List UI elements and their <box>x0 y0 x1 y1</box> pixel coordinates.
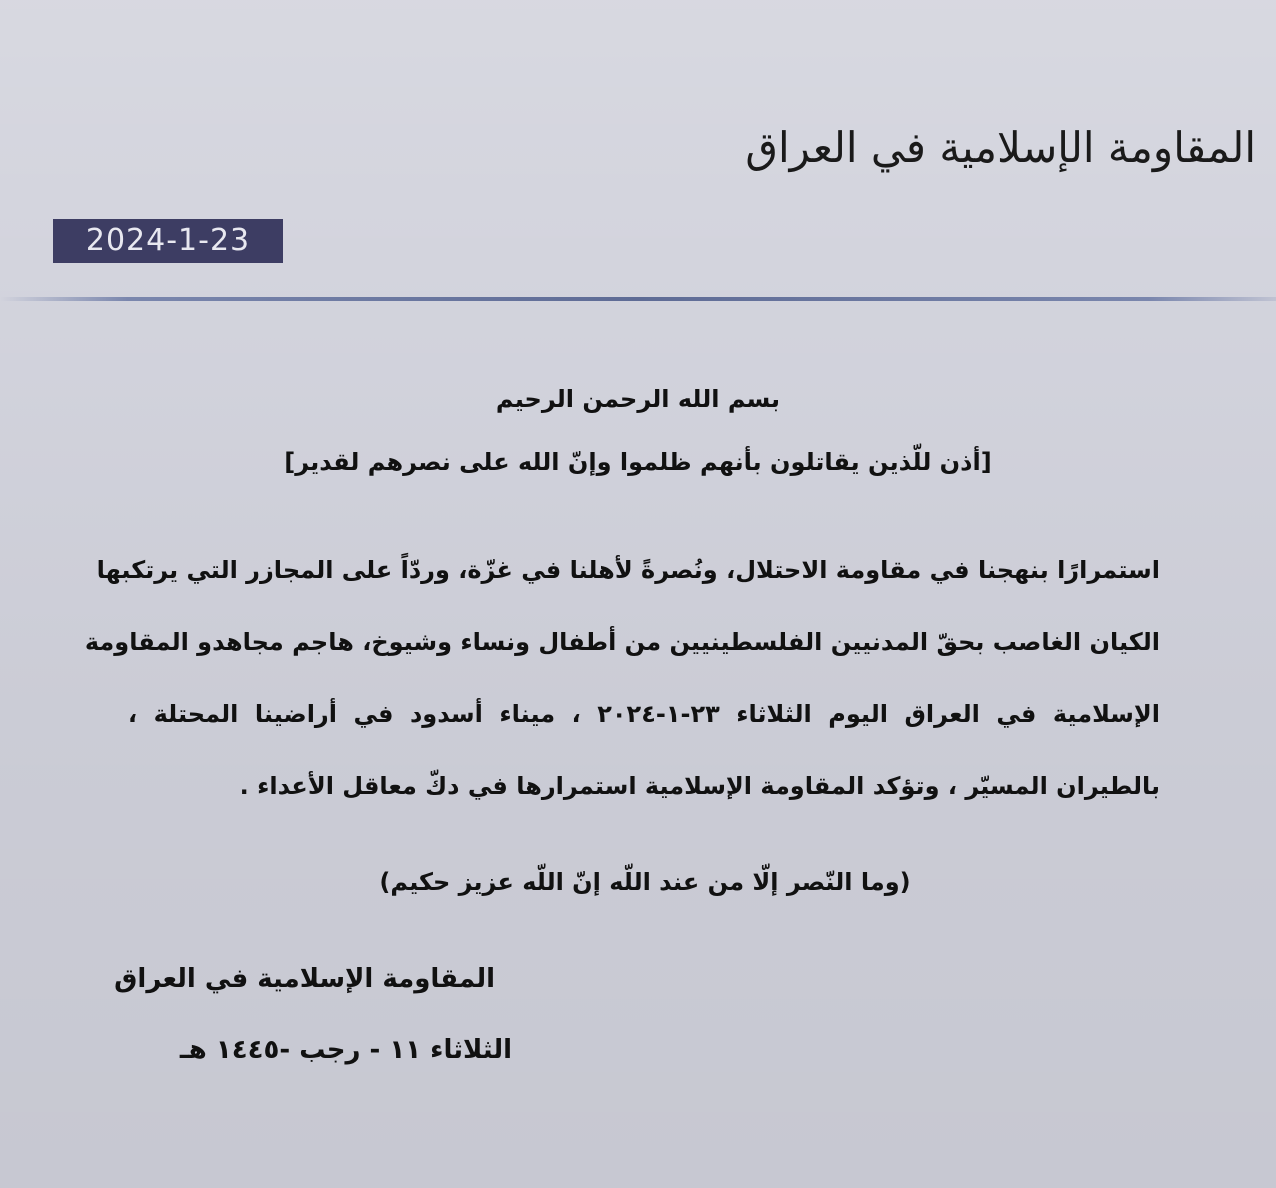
body-line: الكيان الغاصب بحقّ المدنيين الفلسطينيين من أطفال ونساء وشيوخ، هاجم مجاهدو المقاومة <box>84 628 1160 656</box>
statement-body <box>84 540 1160 828</box>
opening-verse: [أذن للّذين يقاتلون بأنهم ظلموا وإنّ الله على نصرهم لقدير] <box>284 448 992 476</box>
body-line: الإسلامية في العراق اليوم الثلاثاء ٢٣-١-٢٠٢٤ ، ميناء أسدود في أراضينا المحتلة ، <box>128 700 1160 728</box>
body-line: بالطيران المسيّر ، وتؤكد المقاومة الإسلامية استمرارها في دكّ معاقل الأعداء . <box>239 772 1160 800</box>
signature-name: المقاومة الإسلامية في العراق <box>114 964 495 994</box>
organization-logo: المقاومة الإسلامية في العراق <box>745 123 1256 172</box>
body-line: استمرارًا بنهجنا في مقاومة الاحتلال، ونُصرةً لأهلنا في غزّة، وردّاً على المجازر التي يرتكبها <box>96 556 1160 584</box>
signature-date: الثلاثاء ١١ - رجب -١٤٤٥ هـ <box>179 1035 512 1065</box>
header-divider <box>0 297 1276 301</box>
date-badge: 2024-1-23 <box>53 219 283 263</box>
closing-verse: (وما النّصر إلّا من عند اللّه إنّ اللّه عزيز حكيم) <box>379 868 911 896</box>
basmala: بسم الله الرحمن الرحيم <box>495 385 781 413</box>
